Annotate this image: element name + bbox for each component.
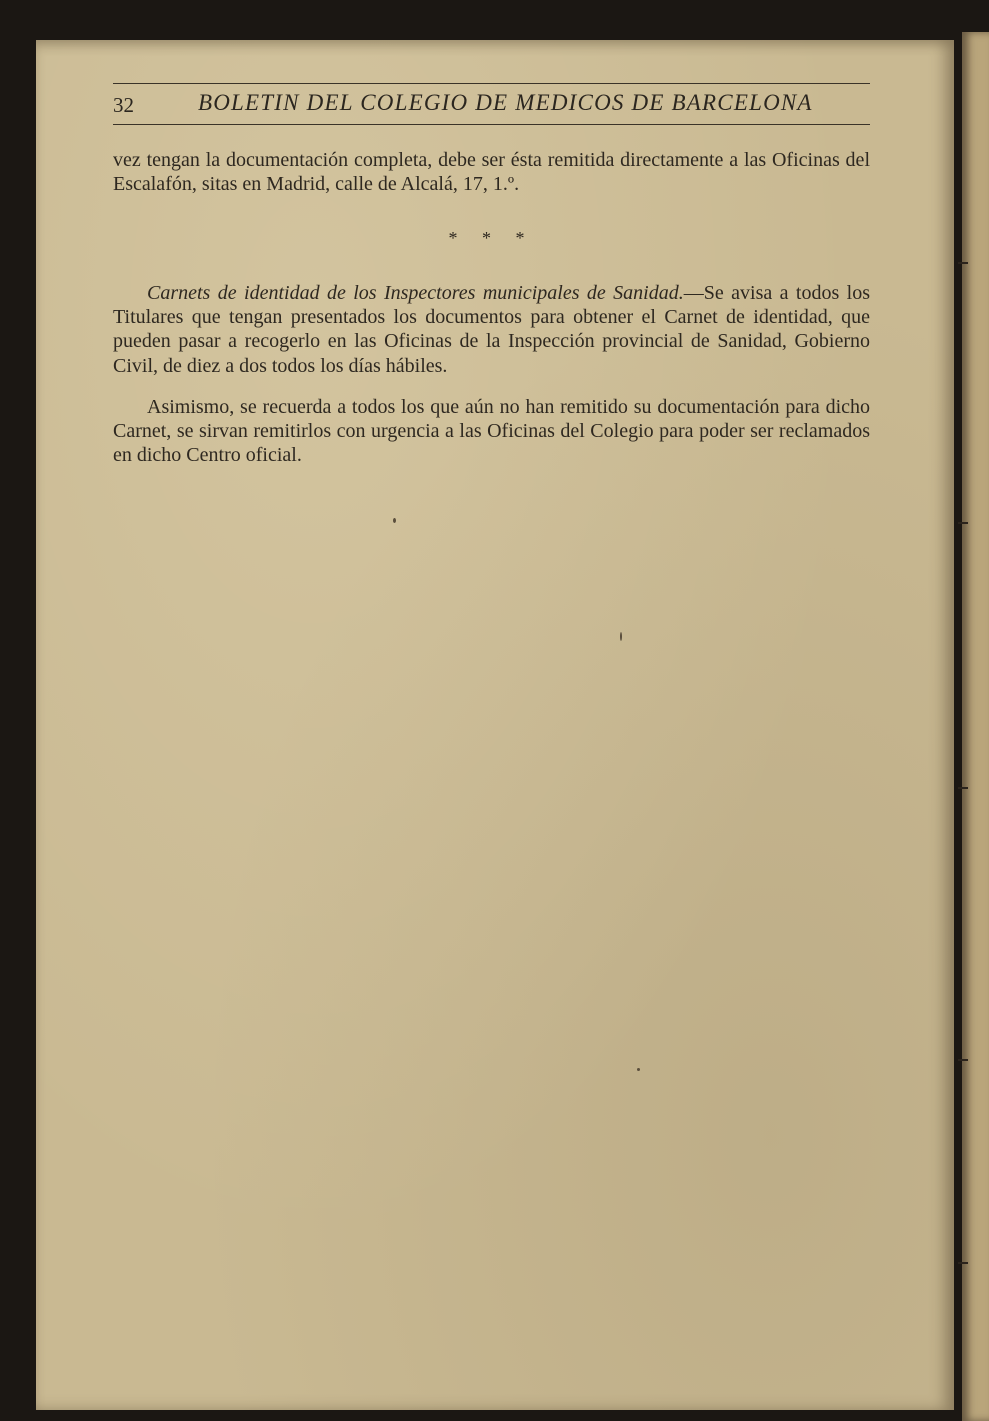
paper-speck (620, 632, 622, 641)
page-number: 32 (113, 93, 134, 117)
paragraph-escalafon: vez tengan la documentación completa, debe ser ésta remitida directamente a las Oficinas del Escalafón, sitas en Madrid, calle de Alcalá, 17, 1.º. (113, 149, 870, 196)
section-separator: * * * (448, 228, 535, 248)
paragraph-carnets-title: Carnets de identidad de los Inspectores municipales de Sanidad. (147, 282, 684, 304)
binding-stitch (958, 522, 968, 524)
binding-stitch (958, 787, 968, 789)
paragraph-carnets-text: —Se avisa a todos los Titulares que tengan presentados los documentos para obtener el Carnet de identidad, que pueden pasar a recogerlo en las Oficinas de la Inspección provincial de Sanidad, Gobierno Civil, de diez a dos todos los días hábiles. (113, 282, 870, 377)
paragraph-carnets (113, 281, 870, 378)
page-header (113, 83, 870, 125)
adjacent-page-edge (962, 32, 989, 1421)
binding-stitch (958, 262, 968, 264)
paragraph-asimismo: Asimismo, se recuerda a todos los que aún no han remitido su documentación para dicho Carnet, se sirvan remitirlos con urgencia a las Oficinas del Colegio para poder ser reclamados en dicho Centro oficial. (113, 396, 870, 467)
paper-speck (393, 518, 396, 523)
journal-title: BOLETIN DEL COLEGIO DE MEDICOS DE BARCELONA (198, 90, 813, 115)
binding-stitch (958, 1262, 968, 1264)
binding-stitch (958, 1059, 968, 1061)
paper-speck (637, 1068, 640, 1071)
